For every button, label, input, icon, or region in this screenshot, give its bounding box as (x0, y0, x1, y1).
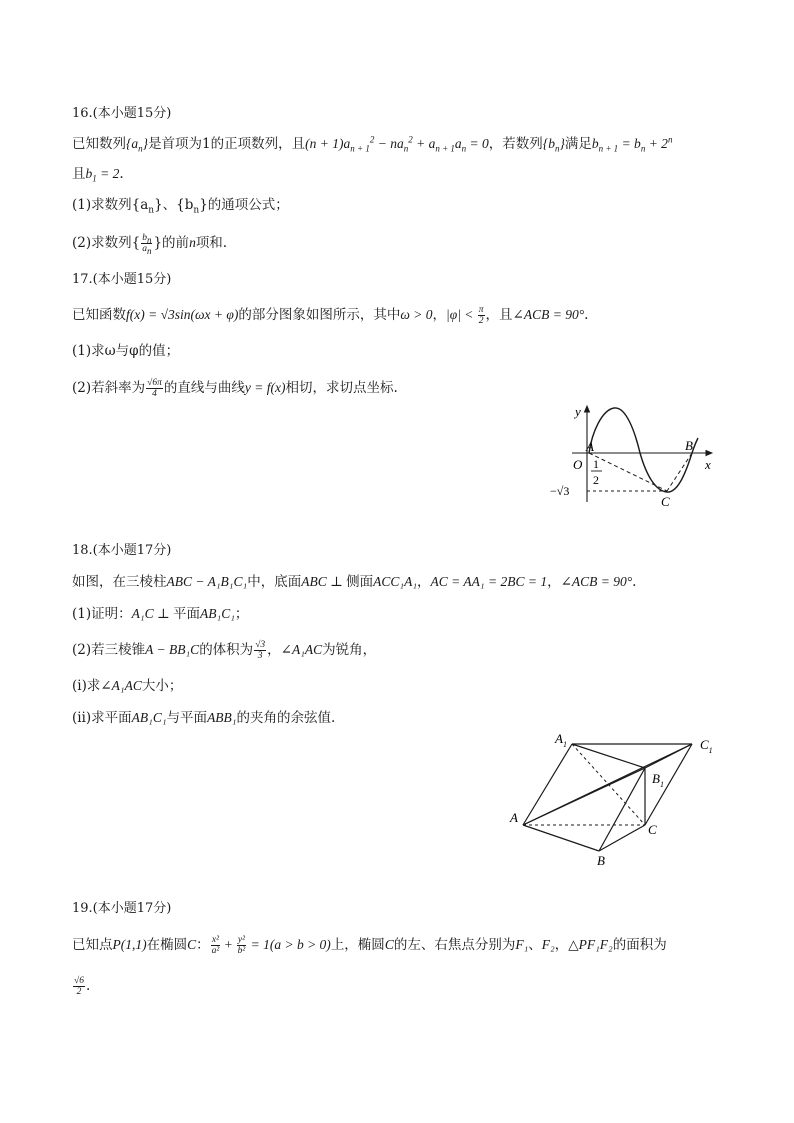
sine-graph-figure (540, 402, 730, 517)
x-axis-label: x (705, 457, 711, 472)
label-C1: $C_1$ (700, 737, 713, 755)
q16-text: ，若数列 (488, 136, 543, 152)
q17-part2: (2)若斜率为 $\frac{√6\pi}{4}$ 的直线与曲线y = f(x)相切，求切点坐标. (72, 378, 398, 399)
q17-statement: 已知函数f(x) = √3sin(ωx + φ)的部分图象如图所示，其中ω > 0，|φ| < $\frac{\pi}{2}$ ，且∠ACB = 90°. (72, 305, 589, 326)
q16-text: 满足 (564, 136, 592, 152)
q18-volume: $\frac{√3}{3}$ (255, 640, 266, 661)
q18-sub-i: (i)求∠A₁AC大小； (72, 678, 183, 694)
q16-recurrence: $(n + 1)a_{n + 1}^2 - na_n^2 + a_{n + 1}a_n = 0$ (305, 134, 489, 154)
q16-statement-line2 (72, 164, 124, 184)
q17-title: 17.(本小题15分) (72, 272, 172, 287)
ellipse-x-term: $\frac{\text{x²}}{\text{a²}}$ (211, 935, 220, 956)
edge-A1B1 (572, 744, 645, 768)
segment-AC (589, 453, 667, 491)
prism-figure (505, 728, 725, 870)
q18-part1: (1)证明：A₁C ⊥ 平面AB₁C₁； (72, 606, 249, 622)
label-B1: $B_1$ (652, 771, 664, 789)
q19-statement-line2: $\frac{√6}{2}$ . (74, 976, 91, 997)
point-A-label: A (586, 439, 594, 454)
point-C-label: C (661, 494, 670, 509)
point-B-label: B (685, 438, 693, 453)
half-numerator: 1 (593, 457, 599, 471)
q16-part2: (2)求数列{ $\frac{b_n}{a_n}$ }的前n项和. (72, 233, 228, 256)
neg-sqrt3-label: −√3 (550, 484, 570, 498)
q18-sub-ii: (ⅱ)求平面AB₁C₁与平面ABB₁的夹角的余弦值. (72, 710, 336, 726)
label-A1: $A_1$ (555, 731, 567, 749)
label-B: B (597, 853, 605, 868)
q16-b-recurrence: $b_{n + 1} = b_n + 2^n$ (591, 134, 673, 154)
y-axis-label: y (575, 404, 581, 419)
q19-area: $\frac{√6}{2}$ (74, 976, 84, 997)
seq-b: $\{b_n\}$ (542, 136, 565, 154)
q16-part1: (1)求数列$\{a_n\}$、$\{b_n\}$的通项公式； (72, 197, 289, 216)
q17-pi-half: $\frac{\pi}{2}$ (478, 305, 484, 326)
segment-BC (667, 453, 692, 491)
q18-part2: (2)若三棱锥A − BB₁C的体积为 $\frac{√3}{3}$ ，∠A₁AC为锐角， (72, 640, 377, 661)
q18-statement: 如图，在三棱柱ABC − A₁B₁C₁中，底面ABC ⊥ 侧面ACC₁A₁，AC = AA₁ = 2BC = 1，∠ACB = 90°. (72, 574, 637, 590)
q19-title: 19.(本小题17分) (72, 901, 172, 916)
q16-fraction: $\frac{b_n}{a_n}$ (142, 233, 152, 256)
seq-a: $\{a_n\}$ (126, 136, 149, 154)
q16-text: . (119, 166, 124, 182)
q17-slope: $\frac{√6\pi}{4}$ (147, 378, 162, 399)
q16-b1: $b_1 = 2$ (85, 166, 120, 184)
q16-statement-line1 (72, 134, 672, 154)
q17-function: f(x) = √3sin(ωx + φ) (126, 307, 239, 322)
label-C: C (648, 822, 657, 837)
ellipse-y-term: $\frac{\text{y²}}{\text{b²}}$ (237, 935, 246, 956)
edge-AB (523, 825, 599, 851)
q16-title: 16.(本小题15分) (72, 106, 172, 121)
origin-label: O (573, 457, 583, 472)
half-denominator: 2 (593, 473, 599, 487)
q19-statement: 已知点P(1,1)在椭圆C： $\frac{\text{x²}}{\text{a²}}$ + $\frac{\text{y²}}{\text{b²}}$ = 1(a > b > 0)上，椭圆C的左、右焦点分别为F₁、F₂，△PF₁F₂的面积为 (72, 935, 667, 956)
sine-curve (589, 408, 692, 492)
q16-text: 是首项为1的正项数列，且 (148, 136, 306, 152)
q16-text: 且 (72, 166, 86, 182)
q16-text: 已知数列 (72, 136, 126, 152)
q18-title: 18.(本小题17分) (72, 543, 172, 558)
q17-part1: (1)求ω与φ的值； (72, 343, 180, 359)
label-A: A (510, 810, 518, 825)
